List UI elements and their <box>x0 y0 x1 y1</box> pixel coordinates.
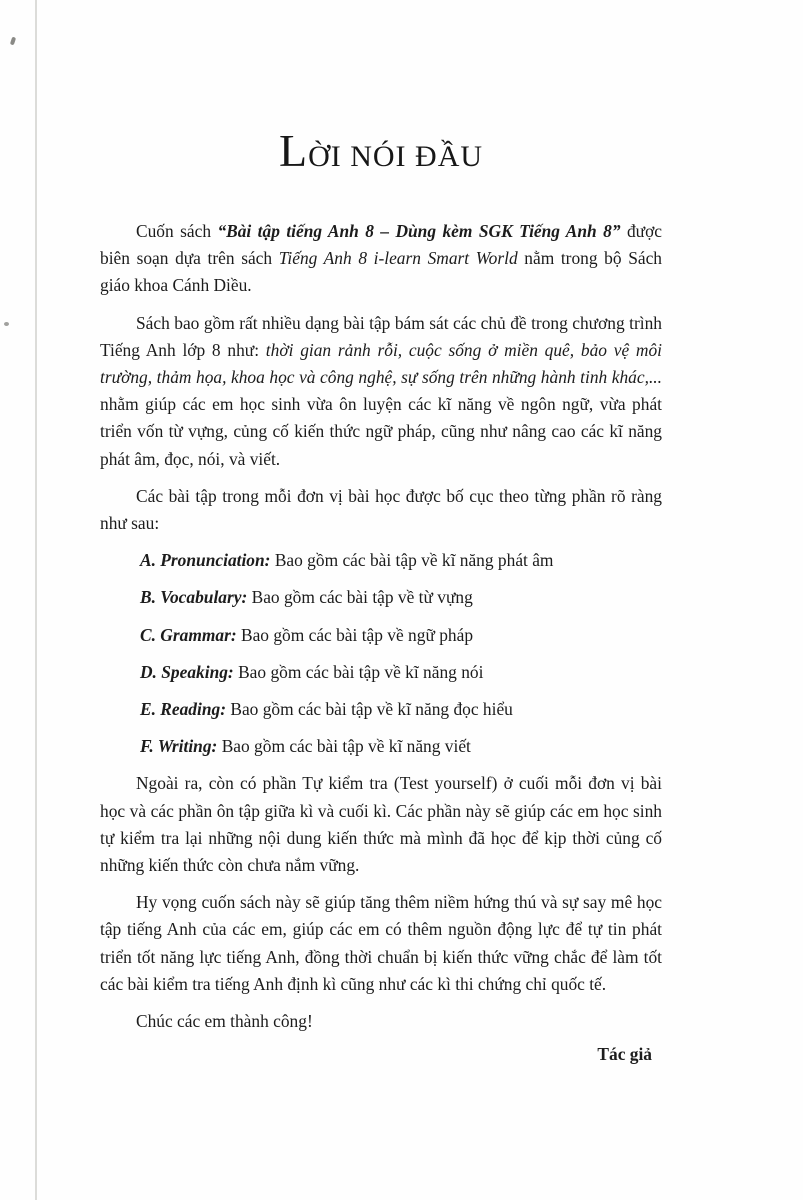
book-title-text: “Bài tập tiếng Anh 8 – Dùng kèm SGK Tiếng Anh 8” <box>217 221 621 241</box>
list-item-text: Bao gồm các bài tập về kĩ năng nói <box>233 661 484 682</box>
list-item-writing <box>140 733 662 760</box>
topics-list-text: thời gian rảnh rỗi, cuộc sống ở miền quê, bảo vệ môi trường, thảm họa, khoa học và công nghệ, sự sống trên những hành tinh khác,... <box>100 339 662 388</box>
paragraph-5: Hy vọng cuốn sách này sẽ giúp tăng thêm niềm hứng thú và sự say mê học tập tiếng Anh của các em, giúp các em có thêm nguồn động lực để tự tin phát triển tốt năng lực tiếng Anh, đồng thời chuẩn bị kiến thức vững chắc để làm tốt các bài kiểm tra tiếng Anh định kì cũng như các kì thi chứng chỉ quốc tế. <box>100 892 662 994</box>
list-item-label: A. Pronunciation: <box>140 550 271 571</box>
page-title <box>100 125 662 180</box>
list-item-label: D. Speaking: <box>140 661 234 682</box>
title-rest-text: ỜI NÓI ĐẦU <box>308 140 484 173</box>
list-item-label: C. Grammar: <box>140 624 237 645</box>
paragraph-4: Ngoài ra, còn có phần Tự kiểm tra (Test yourself) ở cuối mỗi đơn vị bài học và các phần ôn tập giữa kì và cuối kì. Các phần này sẽ giúp các em học sinh tự kiểm tra lại những nội dung kiến thức mà mình đã học để kịp thời củng cố những kiến thức còn chưa nắm vững. <box>100 773 662 876</box>
referenced-book-title: Tiếng Anh 8 i-learn Smart World <box>278 248 518 269</box>
list-item-text: Bao gồm các bài tập về kĩ năng viết <box>217 736 471 757</box>
scan-artifact <box>4 322 9 326</box>
list-item-text: Bao gồm các bài tập về kĩ năng phát âm <box>270 550 554 571</box>
text-run: Cuốn sách <box>136 221 218 241</box>
text-run: nhằm giúp các em học sinh vừa ôn luyện các kĩ năng về ngôn ngữ, vừa phát triển vốn từ vựng, củng cố kiến thức ngữ pháp, cũng như nâng cao các kĩ năng phát âm, đọc, nói, và viết. <box>100 394 662 469</box>
title-initial-letter: L <box>278 125 309 176</box>
paragraph-3: Các bài tập trong mỗi đơn vị bài học được bố cục theo từng phần rõ ràng như sau: <box>100 485 662 534</box>
list-item-reading <box>140 696 662 723</box>
list-item-text: Bao gồm các bài tập về từ vựng <box>247 587 473 608</box>
list-item-label: B. Vocabulary: <box>140 587 248 608</box>
list-item-text: Bao gồm các bài tập về kĩ năng đọc hiểu <box>226 699 513 720</box>
list-item-grammar <box>140 622 662 649</box>
paragraph-2 <box>100 310 662 473</box>
text-run: Sách bao gồm rất nhiều dạng bài tập bám sát các chủ đề trong chương trình Tiếng Anh lớp 8 như: <box>100 312 662 360</box>
list-item-text: Bao gồm các bài tập về ngữ pháp <box>236 624 474 645</box>
list-item-speaking <box>140 659 662 686</box>
author-signature: Tác giả <box>597 1044 652 1065</box>
section-list <box>100 547 662 760</box>
list-item-vocabulary <box>140 584 662 611</box>
paragraph-1 <box>100 218 662 300</box>
list-item-label: F. Writing: <box>140 736 218 757</box>
page-content <box>100 125 662 1068</box>
paragraph-closing: Chúc các em thành công! <box>136 1011 313 1032</box>
list-item-pronunciation <box>140 547 662 574</box>
scan-edge-line <box>35 0 37 1200</box>
scan-artifact <box>10 37 16 46</box>
list-item-label: E. Reading: <box>140 699 226 720</box>
text-run: được biên soạn dựa trên sách <box>100 221 662 269</box>
text-run: nằm trong bộ Sách giáo khoa Cánh Diều. <box>100 248 662 296</box>
